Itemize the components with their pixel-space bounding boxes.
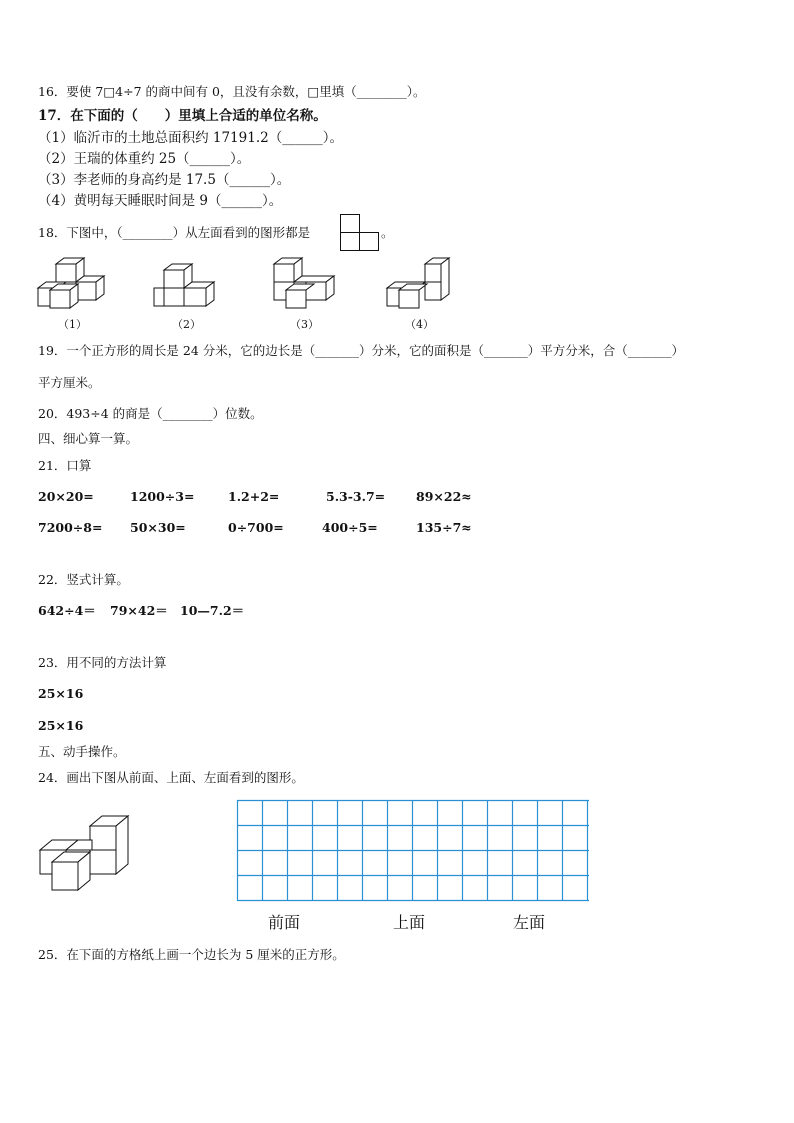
question-17-item-2: （2）王瑞的体重约 25（______）。 xyxy=(38,151,251,167)
vertical-calc-item: 79×42＝ xyxy=(110,603,168,618)
oral-calc-item: 89×22≈ xyxy=(416,489,472,504)
vertical-calc-item: 10—7.2＝ xyxy=(180,603,245,618)
question-25: 25．在下面的方格纸上画一个边长为 5 厘米的正方形。 xyxy=(38,947,345,962)
question-19-line-2: 平方厘米。 xyxy=(38,375,101,390)
section-5-heading: 五、动手操作。 xyxy=(38,744,126,759)
figure-label-1: （1） xyxy=(58,318,87,331)
cube-figure-4 xyxy=(385,256,451,310)
oral-calc-item: 0÷700= xyxy=(228,520,284,535)
calc-line: 25×16 xyxy=(38,686,84,701)
question-17-item-1: （1）临沂市的土地总面积约 17191.2（______）。 xyxy=(38,130,343,146)
calc-line: 25×16 xyxy=(38,718,84,733)
cube-figure-2 xyxy=(152,262,218,310)
question-22-title: 22．竖式计算。 xyxy=(38,572,129,587)
oral-calc-item: 5.3-3.7= xyxy=(326,489,386,504)
question-17-item-4: （4）黄明每天睡眠时间是 9（______）。 xyxy=(38,193,283,209)
figure-label-3: （3） xyxy=(290,318,319,331)
question-20: 20．493÷4 的商是（________）位数。 xyxy=(38,406,263,421)
oral-calc-item: 7200÷8= xyxy=(38,520,103,535)
question-21-title: 21．口算 xyxy=(38,458,92,473)
grid-label-top: 上面 xyxy=(393,913,426,932)
grid-label-left: 左面 xyxy=(513,913,546,932)
section-4-heading: 四、细心算一算。 xyxy=(38,431,139,446)
oral-calc-item: 400÷5= xyxy=(322,520,378,535)
q24-cube-figure xyxy=(36,814,132,894)
cube-figure-1 xyxy=(36,256,106,310)
figure-label-4: （4） xyxy=(405,318,434,331)
question-18-period: 。 xyxy=(381,225,394,240)
oral-calc-item: 1200÷3= xyxy=(130,489,195,504)
figure-label-2: （2） xyxy=(172,318,201,331)
question-19-line-1: 19．一个正方形的周长是 24 分米，它的边长是（_______）分米，它的面积是（_______）平方分米，合（_______） xyxy=(38,343,685,358)
oral-calc-item: 1.2+2= xyxy=(228,489,280,504)
left-view-shape-figure xyxy=(340,214,380,252)
grid-label-front: 前面 xyxy=(268,913,301,932)
question-18-text: 18．下图中，（________）从左面看到的图形都是 xyxy=(38,225,311,240)
cube-figure-3 xyxy=(272,256,338,310)
oral-calc-item: 50×30= xyxy=(130,520,186,535)
question-24-title: 24．画出下图从前面、上面、左面看到的图形。 xyxy=(38,770,304,785)
answer-grid[interactable] xyxy=(237,800,589,902)
oral-calc-item: 135÷7≈ xyxy=(416,520,472,535)
oral-calc-item: 20×20= xyxy=(38,489,94,504)
vertical-calc-item: 642÷4＝ xyxy=(38,603,96,618)
question-16: 16．要使 7□4÷7 的商中间有 0，且没有余数，□里填（________）。 xyxy=(38,84,426,99)
question-17-item-3: （3）李老师的身高约是 17.5（______）。 xyxy=(38,172,291,188)
question-17-title: 17．在下面的（ ）里填上合适的单位名称。 xyxy=(38,108,327,124)
question-23-title: 23．用不同的方法计算 xyxy=(38,655,167,670)
